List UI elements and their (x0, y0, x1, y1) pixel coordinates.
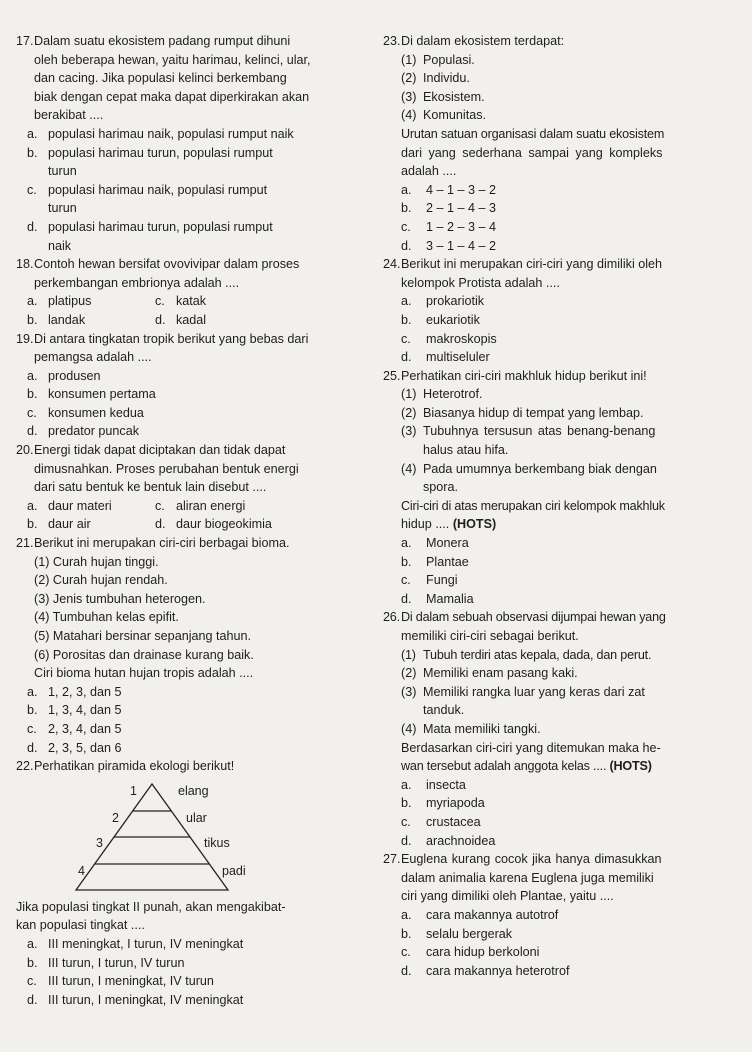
question-text: berakibat .... (34, 108, 104, 123)
question-text: dalam animalia karena Euglena juga memiliki (401, 870, 654, 885)
question-text: dan cacing. Jika populasi kelinci berkembang (34, 71, 287, 86)
question-prompt: hidup .... (HOTS) (401, 517, 497, 532)
list-item: (4) Mata memiliki tangki. (401, 721, 541, 736)
question-number: 18. (16, 257, 34, 272)
list-item: (3) Ekosistem. (401, 89, 485, 104)
question-prompt: adalah .... (401, 164, 457, 179)
pyramid-diagram (56, 778, 286, 896)
answer-option-a[interactable]: a. Monera (401, 536, 469, 551)
question-text: dimusnahkan. Proses perubahan bentuk energi (34, 461, 299, 476)
answer-option-b-cont: turun (48, 164, 77, 179)
question-19 (16, 330, 361, 442)
question-prompt: dari yang sederhana sampai yang kompleks (401, 145, 663, 160)
question-text: ciri yang dimiliki oleh Plantae, yaitu .... (401, 889, 614, 904)
list-item: (2) Individu. (401, 71, 470, 86)
question-text: oleh beberapa hewan, yaitu harimau, kelinci, ular, (34, 52, 311, 67)
answer-option-d[interactable]: d. arachnoidea (401, 833, 496, 848)
pyramid-level-2-label: ular (186, 810, 207, 825)
pyramid-level-3-label: tikus (204, 835, 230, 850)
question-27 (383, 850, 743, 980)
answer-option-d[interactable]: d. Mamalia (401, 591, 474, 606)
question-text: Berikut ini merupakan ciri-ciri yang dimiliki oleh (401, 257, 663, 272)
list-item: (1) Heterotrof. (401, 387, 483, 402)
question-26 (383, 608, 743, 850)
question-number: 17. (16, 34, 34, 48)
answer-option-b[interactable]: b. Plantae (401, 554, 469, 569)
answer-option-b[interactable]: b. selalu bergerak (401, 926, 513, 941)
question-prompt: Ciri-ciri di atas merupakan ciri kelompok makhluk (401, 498, 665, 513)
list-item: (6) Porositas dan drainase kurang baik. (34, 647, 254, 662)
list-item: (1) Tubuh terdiri atas kepala, dada, dan perut. (401, 647, 652, 662)
answer-option-c[interactable]: c. III turun, I meningkat, IV turun (27, 974, 214, 989)
question-18 (16, 255, 361, 329)
list-item-cont: halus atau hifa. (423, 443, 509, 458)
question-23 (383, 32, 743, 255)
answer-option-c[interactable]: c. konsumen kedua (27, 405, 144, 420)
answer-option-d[interactable]: d. 3 – 1 – 4 – 2 (401, 238, 497, 253)
answer-option-c[interactable]: c. 2, 3, 4, dan 5 (27, 721, 122, 736)
question-text: Euglena kurang cocok jika hanya dimasukkan (401, 852, 662, 867)
question-prompt: Jika populasi tingkat II punah, akan mengakibat- (16, 899, 286, 914)
list-item: (2) Memiliki enam pasang kaki. (401, 666, 578, 681)
question-prompt: wan tersebut adalah anggota kelas .... (HOTS) (401, 759, 652, 774)
pyramid-level-4-number: 4 (78, 863, 85, 878)
answer-option-d[interactable]: d. populasi harimau turun, populasi rumput (27, 219, 273, 234)
question-text: Contoh hewan bersifat ovovivipar dalam proses (34, 257, 300, 272)
answer-option-c[interactable]: c. crustacea (401, 814, 481, 829)
answer-option-b[interactable]: b. III turun, I turun, IV turun (27, 955, 185, 970)
pyramid-level-3-number: 3 (96, 835, 103, 850)
question-number: 19. (16, 331, 34, 346)
answer-option-b[interactable]: b. populasi harimau turun, populasi rumput (27, 145, 273, 160)
question-number: 23. (383, 34, 401, 48)
question-text: dari satu bentuk ke bentuk lain disebut .... (34, 480, 267, 495)
answer-option-b[interactable]: b. eukariotik (401, 312, 480, 327)
hots-tag: (HOTS) (609, 759, 652, 774)
question-number: 20. (16, 443, 34, 458)
question-text: Berikut ini merupakan ciri-ciri berbagai bioma. (34, 536, 290, 551)
question-text: perkembangan embrionya adalah .... (34, 275, 240, 290)
question-number: 25. (383, 368, 401, 383)
answer-option-c[interactable]: c. aliran energi (155, 498, 246, 513)
question-prompt: Berdasarkan ciri-ciri yang ditemukan maka he- (401, 740, 661, 755)
question-24 (383, 255, 743, 367)
answer-option-b[interactable]: b. myriapoda (401, 796, 485, 811)
question-21 (16, 534, 361, 757)
answer-option-c-cont: turun (48, 201, 77, 216)
question-25 (383, 367, 743, 609)
answer-option-d[interactable]: d. 2, 3, 5, dan 6 (27, 740, 122, 755)
question-prompt: kan populasi tingkat .... (16, 918, 145, 933)
answer-option-c[interactable]: c. 1 – 2 – 3 – 4 (401, 219, 497, 234)
answer-option-a[interactable]: a. platipus (27, 294, 92, 309)
question-text: Perhatikan piramida ekologi berikut! (34, 759, 235, 774)
pyramid-level-4-label: padi (222, 863, 246, 878)
question-text: biak dengan cepat maka dapat diperkirakan akan (34, 89, 310, 104)
answer-option-c[interactable]: c. makroskopis (401, 331, 497, 346)
question-prompt: Ciri bioma hutan hujan tropis adalah .... (34, 666, 254, 681)
answer-option-b[interactable]: b. daur air (27, 517, 91, 532)
answer-option-d[interactable]: d. III turun, I meningkat, IV meningkat (27, 992, 244, 1007)
pyramid-level-2-number: 2 (112, 810, 119, 825)
answer-option-b[interactable]: b. landak (27, 312, 86, 327)
answer-option-c[interactable]: c. cara hidup berkoloni (401, 945, 540, 960)
list-item: (1) Curah hujan tinggi. (34, 554, 159, 569)
answer-option-b[interactable]: b. 2 – 1 – 4 – 3 (401, 201, 497, 216)
answer-option-a[interactable]: a. III meningkat, I turun, IV meningkat (27, 936, 244, 951)
list-item: (5) Matahari bersinar sepanjang tahun. (34, 629, 252, 643)
answer-option-a[interactable]: a. prokariotik (401, 294, 485, 309)
ecological-pyramid (56, 778, 361, 898)
answer-option-d[interactable]: d. multiseluler (401, 350, 490, 365)
question-20 (16, 441, 361, 534)
question-prompt: Urutan satuan organisasi dalam suatu ekosistem (401, 126, 665, 141)
answer-option-b[interactable]: b. 1, 3, 4, dan 5 (27, 703, 122, 718)
answer-option-c[interactable]: c. Fungi (401, 573, 458, 588)
pyramid-level-1-number: 1 (130, 783, 137, 798)
answer-option-a[interactable]: a. 4 – 1 – 3 – 2 (401, 182, 497, 197)
answer-option-a[interactable]: a. daur materi (27, 498, 112, 513)
question-number: 24. (383, 257, 401, 272)
question-number: 22. (16, 759, 34, 774)
list-item: (3) Tubuhnya tersusun atas benang-benang (401, 424, 656, 439)
list-item: (4) Pada umumnya berkembang biak dengan (401, 461, 657, 476)
list-item: (4) Tumbuhan kelas epifit. (34, 610, 179, 625)
question-17 (16, 32, 361, 255)
answer-option-d[interactable]: d. kadal (155, 312, 207, 327)
list-item: (2) Curah hujan rendah. (34, 573, 168, 588)
answer-option-d[interactable]: d. predator puncak (27, 424, 140, 439)
pyramid-level-1-label: elang (178, 783, 209, 798)
answer-option-a[interactable]: a. populasi harimau naik, populasi rumput naik (27, 126, 294, 141)
answer-option-d[interactable]: d. cara makannya heterotrof (401, 963, 570, 978)
answer-option-d[interactable]: d. daur biogeokimia (155, 517, 272, 532)
list-item-cont: spora. (423, 480, 459, 495)
question-number: 21. (16, 536, 34, 551)
answer-option-a[interactable]: a. insecta (401, 777, 466, 792)
answer-option-a[interactable]: a. produsen (27, 368, 101, 383)
answer-option-a[interactable]: a. cara makannya autotrof (401, 907, 559, 922)
question-number: 26. (383, 610, 400, 625)
question-number: 27. (383, 852, 401, 867)
list-item: (4) Komunitas. (401, 108, 486, 123)
question-text: Di dalam ekosistem terdapat: (401, 34, 565, 48)
left-column (16, 32, 361, 1009)
answer-option-c[interactable]: c. katak (155, 294, 207, 309)
answer-option-b[interactable]: b. konsumen pertama (27, 387, 156, 402)
question-text: memiliki ciri-ciri sebagai berikut. (401, 629, 579, 643)
question-text: kelompok Protista adalah .... (401, 275, 560, 290)
answer-option-c[interactable]: c. populasi harimau naik, populasi rumput (27, 182, 268, 197)
list-item: (2) Biasanya hidup di tempat yang lembap. (401, 405, 644, 420)
question-22 (16, 757, 361, 1009)
list-item: (3) Jenis tumbuhan heterogen. (34, 591, 206, 606)
question-text: Di antara tingkatan tropik berikut yang bebas dari (34, 331, 309, 346)
question-text: pemangsa adalah .... (34, 350, 152, 365)
hots-tag: (HOTS) (452, 517, 497, 532)
question-text: Energi tidak dapat diciptakan dan tidak dapat (34, 443, 286, 458)
question-text: Dalam suatu ekosistem padang rumput dihuni (34, 34, 291, 48)
answer-option-d-cont: naik (48, 238, 72, 253)
question-text: Di dalam sebuah observasi dijumpai hewan yang (401, 610, 666, 625)
right-column (383, 32, 743, 980)
question-text: Perhatikan ciri-ciri makhluk hidup berikut ini! (401, 368, 647, 383)
list-item: (3) Memiliki rangka luar yang keras dari zat (401, 684, 645, 699)
answer-option-a[interactable]: a. 1, 2, 3, dan 5 (27, 684, 122, 699)
list-item-cont: tanduk. (423, 703, 465, 718)
list-item: (1) Populasi. (401, 52, 475, 67)
